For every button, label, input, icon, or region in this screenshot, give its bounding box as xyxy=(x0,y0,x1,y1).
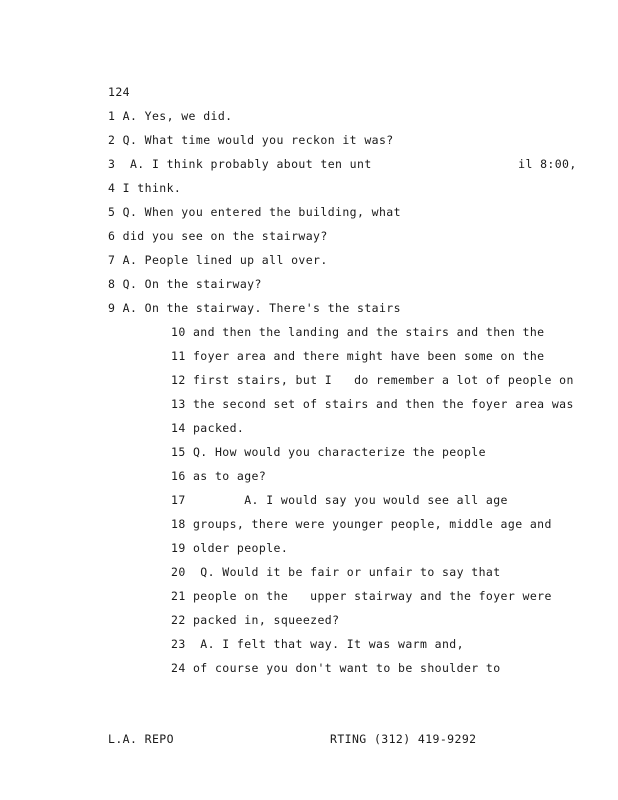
transcript-line-22: 22 packed in, squeezed? xyxy=(171,613,340,627)
footer-reporter-phone: RTING (312) 419-9292 xyxy=(330,732,477,746)
transcript-line-7: 7 A. People lined up all over. xyxy=(108,253,328,267)
footer-reporter-name: L.A. REPO xyxy=(108,732,174,746)
transcript-line-17: 17 A. I would say you would see all age xyxy=(171,493,508,507)
transcript-line-20: 20 Q. Would it be fair or unfair to say that xyxy=(171,565,501,579)
transcript-line-15: 15 Q. How would you characterize the people xyxy=(171,445,486,459)
transcript-line-12: 12 first stairs, but I do remember a lot of people on xyxy=(171,373,574,387)
transcript-line-11: 11 foyer area and there might have been some on the xyxy=(171,349,545,363)
transcript-line-13: 13 the second set of stairs and then the foyer area was xyxy=(171,397,574,411)
transcript-line-18: 18 groups, there were younger people, middle age and xyxy=(171,517,552,531)
transcript-line-4: 4 I think. xyxy=(108,181,182,195)
transcript-line-23: 23 A. I felt that way. It was warm and, xyxy=(171,637,464,651)
transcript-line-9: 9 A. On the stairway. There's the stairs xyxy=(108,301,401,315)
transcript-line-3: 3 A. I think probably about ten unt il 8:00, xyxy=(108,157,577,171)
transcript-line-2: 2 Q. What time would you reckon it was? xyxy=(108,133,394,147)
transcript-line-1: 1 A. Yes, we did. xyxy=(108,109,233,123)
transcript-line-14: 14 packed. xyxy=(171,421,245,435)
transcript-line-10: 10 and then the landing and the stairs and then the xyxy=(171,325,545,339)
transcript-line-8: 8 Q. On the stairway? xyxy=(108,277,262,291)
page-number: 124 xyxy=(108,85,130,99)
transcript-line-21: 21 people on the upper stairway and the foyer were xyxy=(171,589,552,603)
transcript-line-5: 5 Q. When you entered the building, what xyxy=(108,205,401,219)
transcript-line-24: 24 of course you don't want to be shoulder to xyxy=(171,661,501,675)
transcript-line-16: 16 as to age? xyxy=(171,469,267,483)
transcript-line-6: 6 did you see on the stairway? xyxy=(108,229,328,243)
transcript-line-19: 19 older people. xyxy=(171,541,289,555)
